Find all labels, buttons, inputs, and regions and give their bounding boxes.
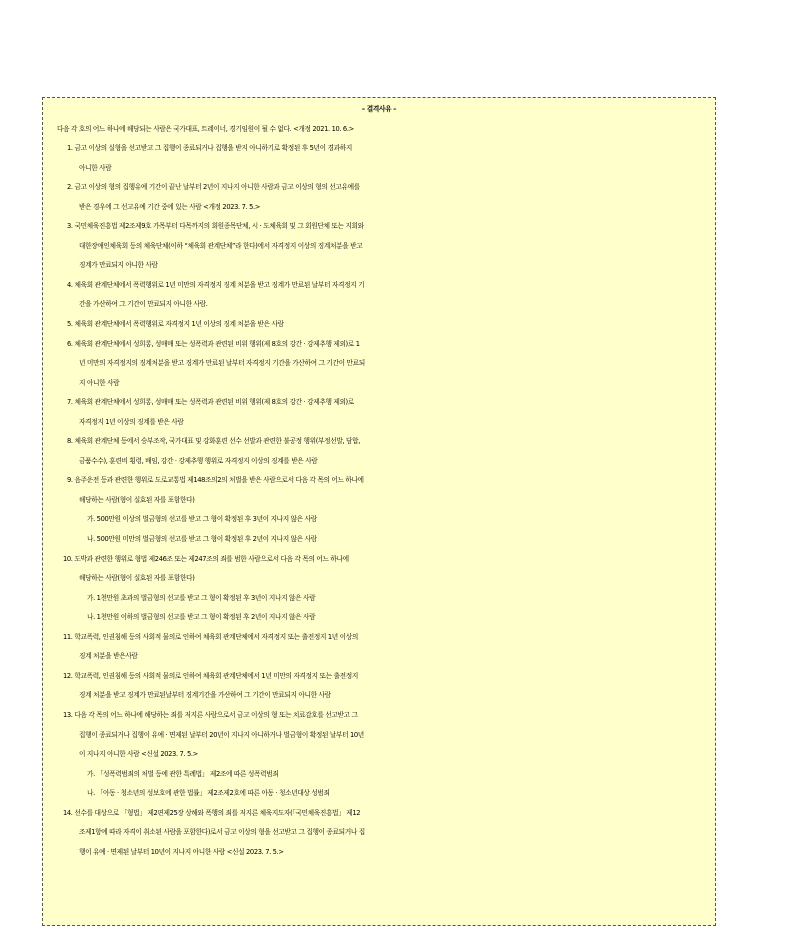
item-9-sub-a: 가. 500만원 이상의 벌금형의 선고를 받고 그 형이 확정된 후 3년이 지나지 않은 사람 (87, 515, 317, 524)
item-12-line-1: 12. 학교폭력, 인권침해 등의 사회적 물의로 인하여 체육회 관계단체에서 1년 미만의 자격정지 또는 출전정지 (63, 671, 358, 680)
item-13-sub-a: 가. 「성폭력범죄의 처벌 등에 관한 특례법」 제2조에 따른 성폭력범죄 (87, 769, 279, 778)
item-6-line-2: 년 미만의 자격정지의 징계처분을 받고 징계가 만료된 날부터 자격정지 기간을 가산하여 그 기간이 만료되 (79, 359, 365, 368)
item-13-line-3: 이 지나지 아니한 사람 <신설 2023. 7. 5.> (79, 750, 198, 759)
item-13-line-1: 13. 다음 각 목의 어느 하나에 해당하는 죄를 저지른 사람으로서 금고 이상의 형 또는 치료감호를 선고받고 그 (63, 710, 358, 719)
item-8-line-1: 8. 체육회 관계단체 등에서 승부조작, 국가대표 및 강화훈련 선수 선발과 관련한 불공정 행위(부정선발, 담합, (67, 437, 360, 446)
item-6-line-1: 6. 체육회 관계단체에서 성희롱, 성매매 또는 성폭력과 관련된 비위 행위(제 8호의 강간 · 강제추행 제외)로 1 (67, 339, 360, 348)
item-9-line-1: 9. 음주운전 등과 관련한 행위로 도로교통법 제148조의2의 처벌을 받은 사람으로서 다음 각 목의 어느 하나에 (67, 476, 364, 485)
list-item (43, 432, 715, 471)
item-10-sub-b: 나. 1천만원 이하의 벌금형의 선고를 받고 그 형이 확정된 후 2년이 지나지 않은 사람 (87, 613, 316, 622)
list-item (43, 471, 715, 510)
item-9-sub-b: 나. 500만원 미만의 벌금형의 선고를 받고 그 형이 확정된 후 2년이 지나지 않은 사람 (87, 535, 317, 544)
item-10-line-1: 10. 도박과 관련한 행위로 형법 제246조 또는 제247조의 죄를 범한 사람으로서 다음 각 목의 어느 하나에 (63, 554, 349, 563)
item-4-line-1: 4. 체육회 관계단체에서 폭력행위로 1년 미만의 자격정지 징계 처분을 받고 징계가 만료된 날부터 자격정지 기 (67, 280, 365, 289)
list-item (43, 178, 715, 217)
item-3-line-3: 징계가 만료되지 아니한 사람 (79, 261, 158, 270)
list-item (43, 139, 715, 178)
list-item (43, 804, 715, 863)
item-4-line-2: 간을 가산하여 그 기간이 만료되지 아니한 사람. (79, 300, 208, 309)
notice-title: – 결격사유 – (361, 105, 397, 113)
disqualification-notice-box (42, 97, 716, 926)
item-14-line-3: 행이 유예 · 면제된 날부터 10년이 지나지 아니한 사람 <신설 2023. 7. 5.> (79, 847, 284, 856)
item-8-line-2: 금품수수), 훈련비 횡령, 배임, 강간 · 강제추행 행위로 자격정지 이상의 징계를 받은 사람 (79, 456, 318, 465)
item-1-line-1: 1. 금고 이상의 실형을 선고받고 그 집행이 종료되거나 집행을 받지 아니하기로 확정된 후 5년이 경과하지 (67, 144, 352, 153)
item-13-sub-b: 나. 「아동 · 청소년의 성보호에 관한 법률」 제2조제2호에 따른 아동 · 청소년대상 성범죄 (87, 789, 330, 798)
item-2-line-2: 받은 경우에 그 선고유예 기간 중에 있는 사람 <개정 2023. 7. 5.> (79, 202, 260, 211)
list-item (43, 706, 715, 765)
item-3-line-2: 대한장애인체육회 등의 체육단체(이하 “체육회 관계단체”라 한다)에서 자격정지 이상의 징계처분을 받고 (79, 241, 363, 250)
list-item (43, 628, 715, 667)
list-item (43, 276, 715, 315)
item-14-line-2: 조제1항에 따라 자격이 취소된 사람을 포함한다)로서 금고 이상의 형을 선고받고 그 집행이 종료되거나 집 (79, 828, 365, 837)
list-item (43, 315, 715, 335)
list-item (43, 550, 715, 589)
item-11-line-1: 11. 학교폭력, 인권침해 등의 사회적 물의로 인하여 체육회 관계단체에서 자격정지 또는 출전정지 1년 이상의 (63, 632, 358, 641)
list-item (43, 217, 715, 276)
item-7-line-2: 자격정지 1년 이상의 징계를 받은 사람 (79, 417, 184, 426)
item-13-line-2: 집행이 종료되거나 집행이 유예 · 면제된 날부터 20년이 지나지 아니하거나 벌금형이 확정된 날부터 10년 (79, 730, 364, 739)
item-9-line-2: 해당하는 사람(형이 실효된 자를 포함한다) (79, 495, 195, 504)
list-item (43, 667, 715, 706)
item-10-sub-a: 가. 1천만원 초과의 벌금형의 선고를 받고 그 형이 확정된 후 3년이 지나지 않은 사람 (87, 593, 316, 602)
item-14-line-1: 14. 선수를 대상으로 「형법」 제2편제25장 상해와 폭행의 죄를 저지른 체육지도자(「국민체육진흥법」 제12 (63, 808, 361, 817)
item-12-line-2: 징계 처분을 받고 징계가 만료된날부터 징계기간을 가산하여 그 기간이 만료되지 아니한 사람 (79, 691, 331, 700)
item-7-line-1: 7. 체육회 관계단체에서 성희롱, 성매매 또는 성폭력과 관련된 비위 행위(제 8호의 강간 · 강제추행 제외)로 (67, 398, 354, 407)
item-6-line-3: 지 아니한 사람 (79, 378, 120, 387)
notice-intro: 다음 각 호의 어느 하나에 해당되는 사람은 국가대표, 트레이너, 경기임원이 될 수 없다. <개정 2021. 10. 6.> (57, 124, 354, 133)
list-item (43, 393, 715, 432)
item-3-line-1: 3. 국민체육진흥법 제2조제9호 가목부터 다목까지의 회원종목단체, 시 · 도체육회 및 그 회원단체 또는 지회와 (67, 222, 364, 231)
list-item (43, 335, 715, 394)
item-10-line-2: 해당하는 사람(형이 실효된 자를 포함한다) (79, 574, 195, 583)
item-11-line-2: 징계 처분을 받은사람 (79, 652, 138, 661)
item-2-line-1: 2. 금고 이상의 형의 집행유예 기간이 끝난 날부터 2년이 지나지 아니한 사람과 금고 이상의 형의 선고유예를 (67, 183, 360, 192)
item-5-line-1: 5. 체육회 관계단체에서 폭력행위로 자격정지 1년 이상의 징계 처분을 받은 사람 (67, 320, 284, 329)
item-1-line-2: 아니한 사람 (79, 163, 112, 172)
